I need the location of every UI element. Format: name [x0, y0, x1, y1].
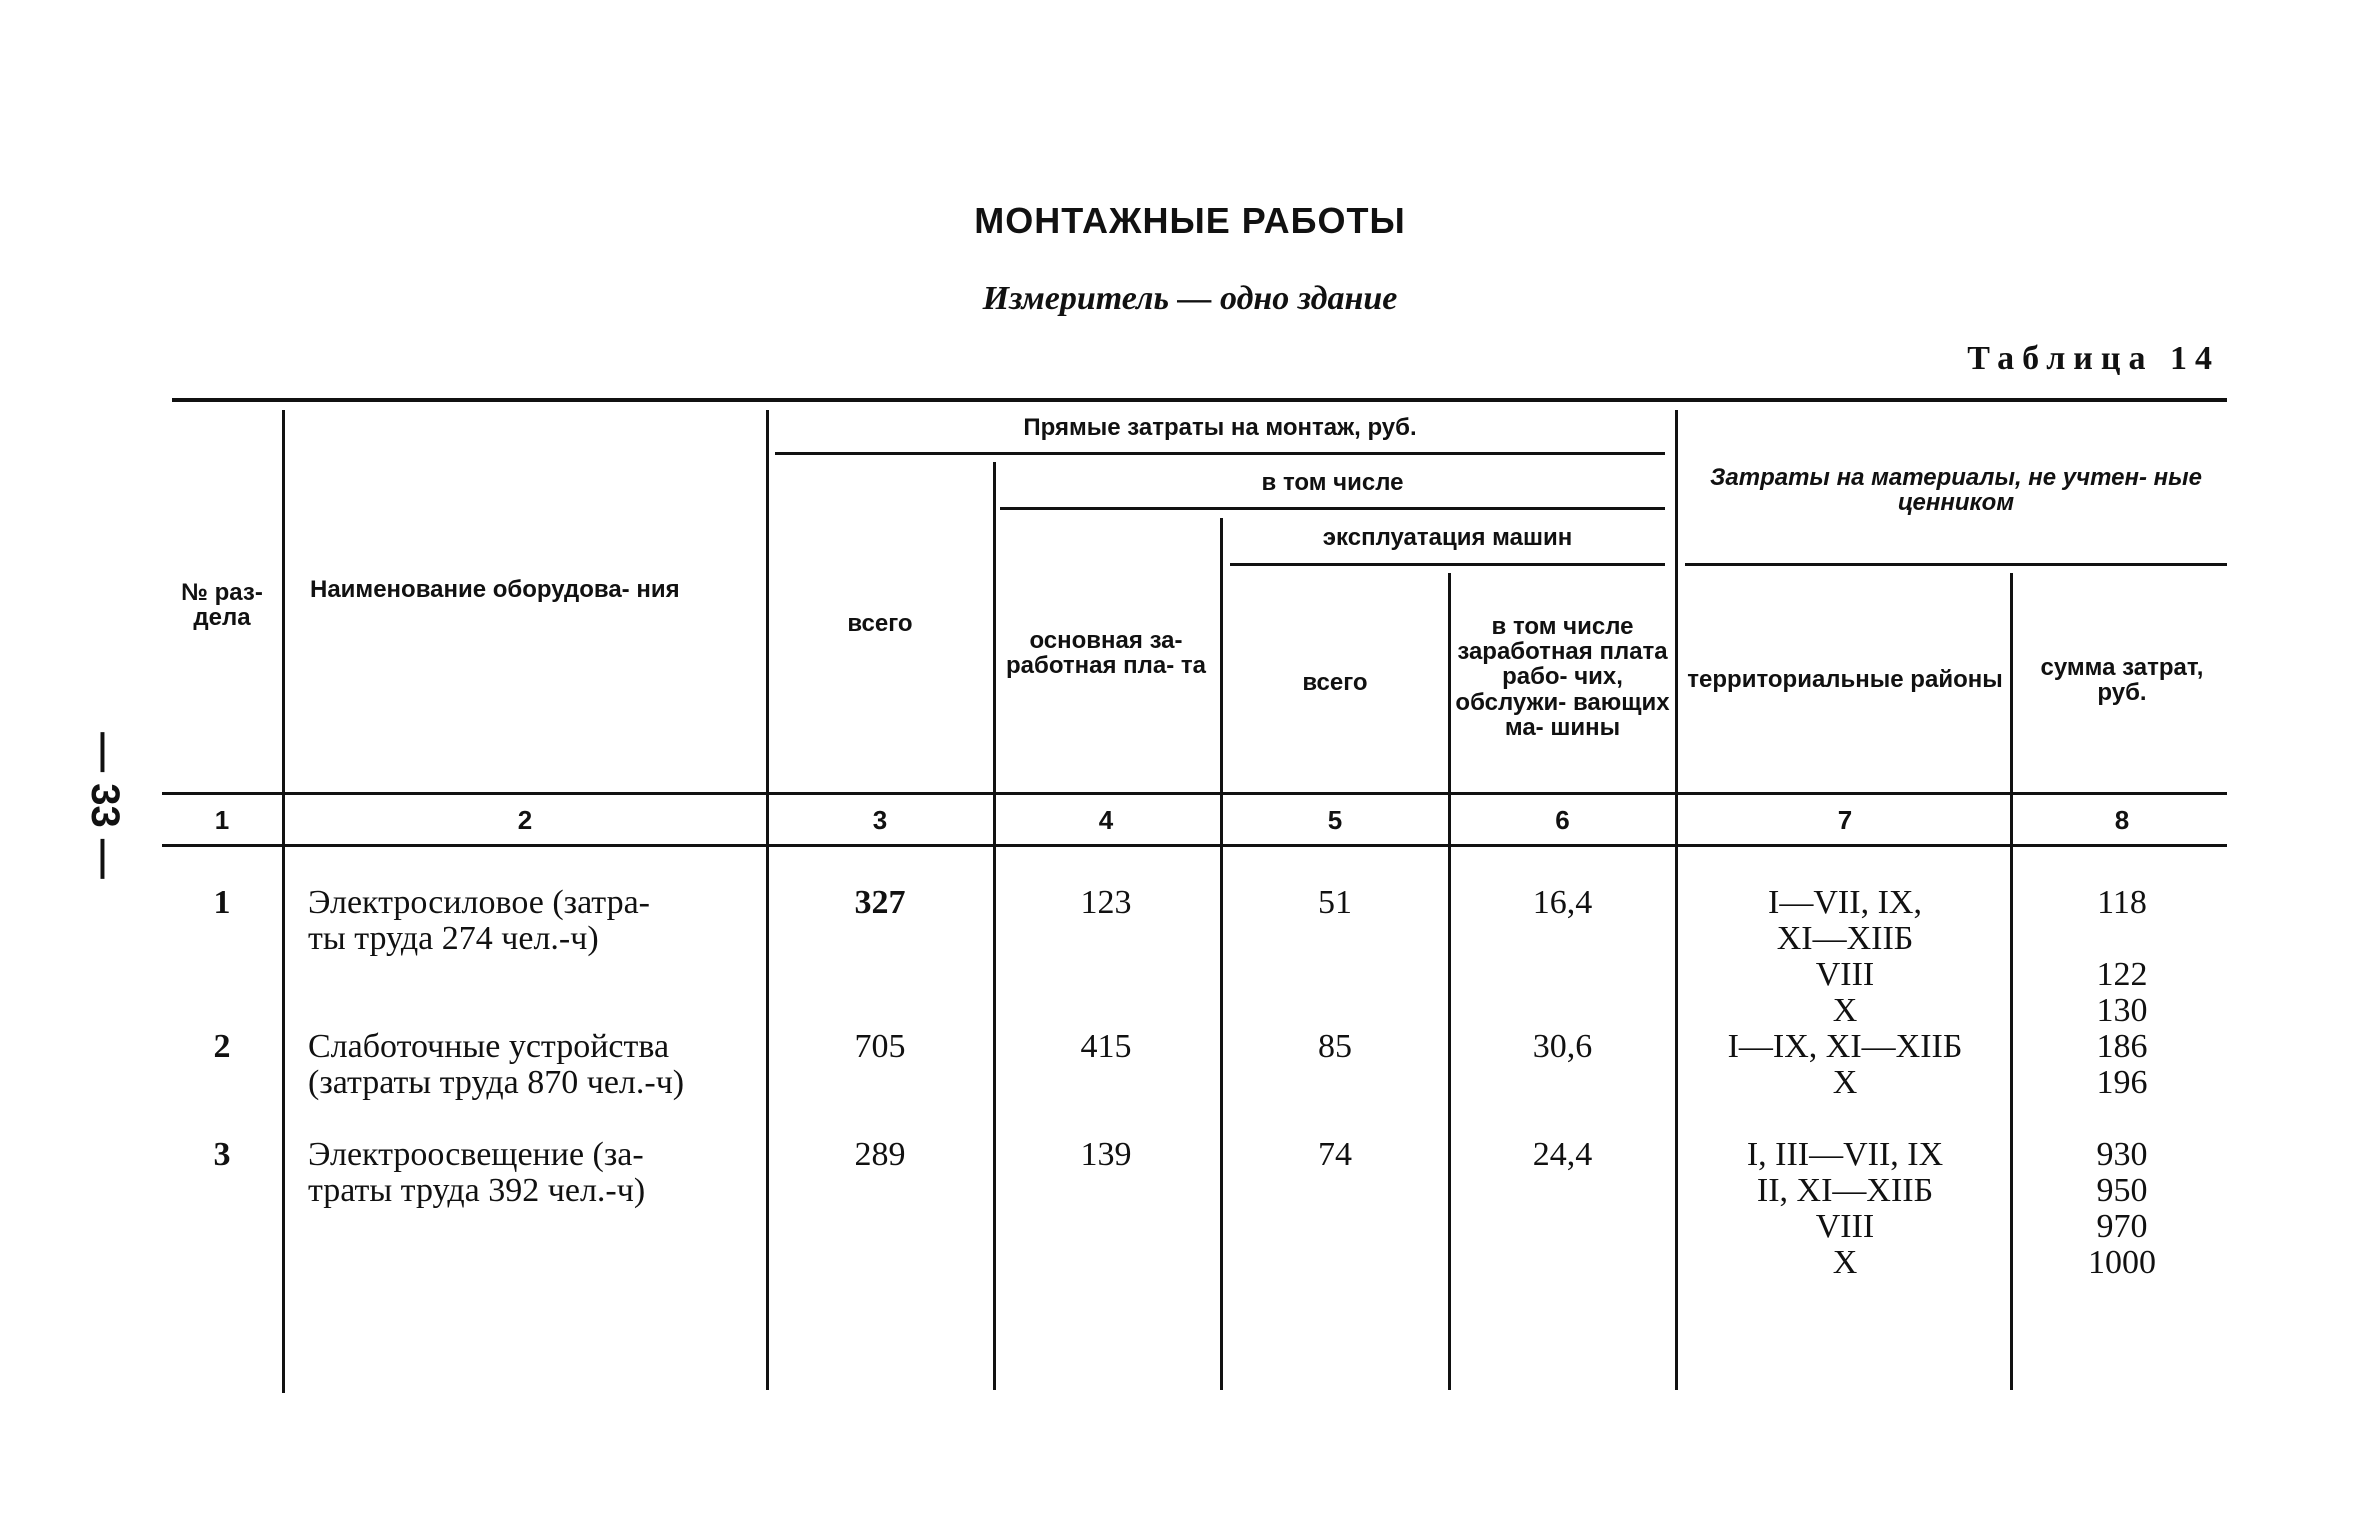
row-3-sum-4: 1000 — [2088, 1244, 2156, 1281]
row-2-region-2: X — [1832, 1064, 1858, 1101]
rule-col-1-2 — [282, 410, 285, 1393]
column-number-8: 8 — [2114, 805, 2130, 835]
row-2-sum-1: 186 — [2096, 1028, 2148, 1065]
row-3-sum-3: 970 — [2096, 1208, 2148, 1245]
rule-col-5-6 — [1448, 573, 1451, 1390]
row-1-base-wage: 123 — [1080, 884, 1132, 921]
header-including: в том числе — [1261, 469, 1404, 497]
row-1-regions — [1685, 885, 2005, 1029]
row-3-name-line-2: траты труда 392 чел.-ч) — [308, 1172, 646, 1209]
row-2-sums — [2017, 1029, 2227, 1101]
row-3-name — [308, 1137, 758, 1209]
row-3-region-2: II, XI—XIIБ — [1756, 1172, 1934, 1209]
row-1-name-line-2: ты труда 274 чел.-ч) — [308, 920, 599, 957]
row-1-region-3: VIII — [1815, 956, 1875, 993]
row-3-name-line-1: Электроосвещение (за- — [308, 1136, 644, 1173]
page-title: МОНТАЖНЫЕ РАБОТЫ — [974, 200, 1406, 241]
row-1-name — [308, 885, 758, 957]
row-2-machine-total: 85 — [1318, 1028, 1352, 1065]
rule-including — [1000, 507, 1665, 510]
header-machine-total: всего — [1302, 669, 1368, 697]
row-1-sums — [2017, 885, 2227, 1029]
rule-col-6-7 — [1675, 410, 1678, 1390]
page-subtitle: Измеритель — одно здание — [982, 280, 1398, 317]
header-base-wage: основная за- работная пла- та — [1005, 626, 1206, 679]
row-1-name-line-1: Электросиловое (затра- — [308, 884, 650, 921]
row-2-machine-wage: 30,6 — [1532, 1028, 1593, 1065]
column-number-1: 1 — [214, 805, 230, 835]
row-2-total: 705 — [854, 1028, 906, 1065]
row-2-name-line-2: (затраты труда 870 чел.-ч) — [308, 1064, 685, 1101]
header-equipment-name: Наименование оборудова- ния — [310, 576, 680, 604]
row-1-machine-total: 51 — [1318, 884, 1352, 921]
row-3-regions — [1685, 1137, 2005, 1281]
header-regions: территориальные районы — [1687, 666, 2003, 694]
row-1-sum-4: 130 — [2096, 992, 2148, 1029]
row-1-region-4: X — [1832, 992, 1858, 1029]
header-materials-sum: сумма затрат, руб. — [2040, 653, 2204, 706]
row-2-region-1: I—IX, XI—XIIБ — [1727, 1028, 1963, 1065]
row-3-base-wage: 139 — [1080, 1136, 1132, 1173]
row-2-regions — [1685, 1029, 2005, 1101]
row-3-no: 3 — [213, 1136, 231, 1173]
header-machine-wage: в том числе заработная плата рабо- чих, обслужи- вающих ма- шины — [1455, 613, 1670, 741]
row-1-sum-1: 118 — [2097, 884, 2147, 921]
row-1-sum-2 — [2017, 921, 2227, 957]
rule-col-2-3 — [766, 410, 769, 1390]
row-3-region-3: VIII — [1815, 1208, 1875, 1245]
column-number-4: 4 — [1098, 805, 1114, 835]
row-3-region-1: I, III—VII, IX — [1746, 1136, 1944, 1173]
rule-header-bottom — [162, 792, 2227, 795]
header-machine-operation: эксплуатация машин — [1322, 524, 1573, 552]
column-number-5: 5 — [1327, 805, 1343, 835]
rule-direct-costs — [775, 452, 1665, 455]
header-total: всего — [847, 610, 913, 638]
header-direct-costs: Прямые затраты на монтаж, руб. — [1023, 414, 1417, 442]
page-number-text: — 33 — — [82, 731, 127, 879]
row-2-name-line-1: Слаботочные устройства — [308, 1028, 670, 1065]
column-number-2: 2 — [517, 805, 533, 835]
row-1-machine-wage: 16,4 — [1532, 884, 1593, 921]
row-3-machine-wage: 24,4 — [1532, 1136, 1593, 1173]
row-3-sum-1: 930 — [2096, 1136, 2148, 1173]
row-1-sum-3: 122 — [2096, 956, 2148, 993]
table-label: Таблица 14 — [1967, 340, 2220, 377]
row-1-region-2: XI—XIIБ — [1776, 920, 1914, 957]
row-2-sum-2: 196 — [2096, 1064, 2148, 1101]
rule-col-7-8 — [2010, 573, 2013, 1390]
row-1-region-1: I—VII, IX, — [1768, 884, 1922, 921]
rule-materials — [1685, 563, 2227, 566]
rule-col-3-4 — [993, 462, 996, 1390]
column-number-6: 6 — [1555, 805, 1570, 835]
row-3-sum-2: 950 — [2096, 1172, 2148, 1209]
row-1-total: 327 — [854, 884, 906, 921]
column-number-3: 3 — [872, 805, 888, 835]
header-materials: Затраты на материалы, не учтен- ные ценником — [1709, 463, 2203, 516]
rule-top — [172, 398, 2227, 402]
row-2-name — [308, 1029, 758, 1101]
page-number — [76, 730, 132, 880]
row-1-no: 1 — [213, 884, 231, 921]
column-number-7: 7 — [1837, 805, 1853, 835]
row-2-no: 2 — [213, 1028, 231, 1065]
row-2-base-wage: 415 — [1080, 1028, 1132, 1065]
row-3-sums — [2017, 1137, 2227, 1281]
rule-col-4-5 — [1220, 518, 1223, 1390]
rule-machine — [1230, 563, 1665, 566]
row-3-region-4: X — [1832, 1244, 1858, 1281]
row-3-total: 289 — [854, 1136, 906, 1173]
rule-numbers-bottom — [162, 844, 2227, 847]
row-3-machine-total: 74 — [1318, 1136, 1352, 1173]
header-section-no: № раз- дела — [181, 578, 263, 631]
